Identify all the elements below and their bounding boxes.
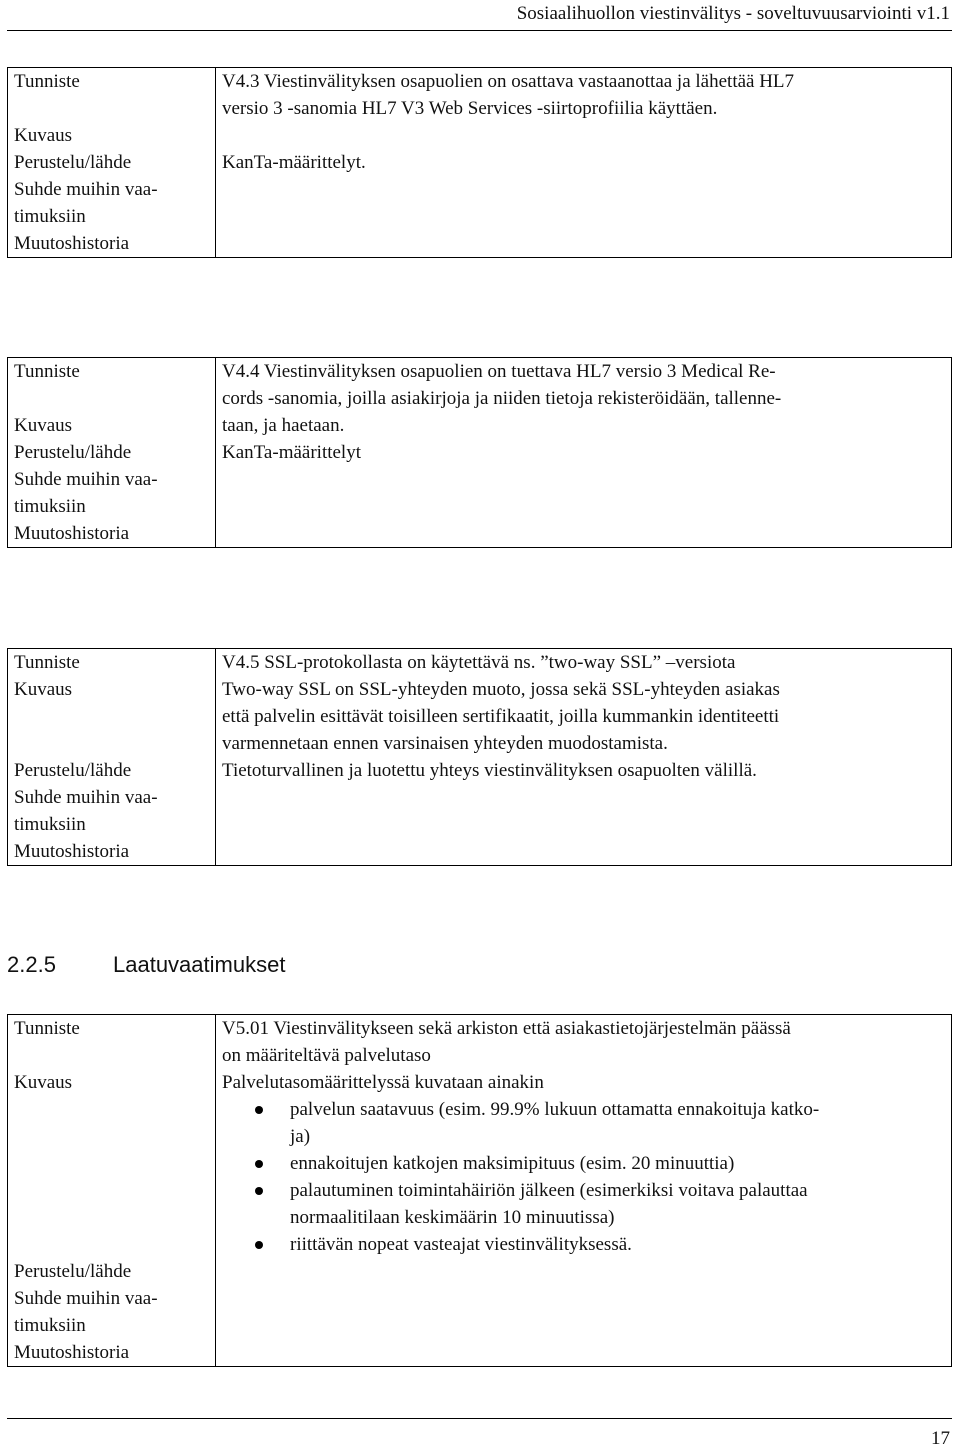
running-header-title: Sosiaalihuollon viestinvälitys - soveltuvuusarviointi v1.1: [516, 3, 950, 24]
requirement-text: V4.4 Viestinvälityksen osapuolien on tuettava HL7 versio 3 Medical Re-: [222, 361, 776, 382]
label-tunniste: Tunniste: [14, 652, 80, 673]
label-suhde: Suhde muihin vaa-: [14, 1288, 158, 1309]
requirement-text-cont: cords -sanomia, joilla asiakirjoja ja niiden tietoja rekisteröidään, tallenne-: [222, 388, 782, 409]
label-tunniste: Tunniste: [14, 71, 80, 92]
label-tunniste: Tunniste: [14, 1018, 80, 1039]
label-kuvaus: Kuvaus: [14, 1072, 73, 1093]
label-cell: [8, 68, 216, 258]
description-text-cont: että palvelin esittävät toisilleen sertifikaatit, joilla kummankin identiteetti: [222, 706, 780, 727]
requirement-table-v4-3: [7, 67, 952, 258]
bullet-text: ennakoitujen katkojen maksimipituus (esim. 20 minuuttia): [290, 1153, 735, 1174]
requirement-text: V5.01 Viestinvälitykseen sekä arkiston että asiakastietojärjestelmän päässä: [222, 1018, 791, 1039]
label-muutoshistoria: Muutoshistoria: [14, 841, 130, 862]
header-divider: [7, 30, 952, 31]
bullet-text-cont: ja): [290, 1126, 311, 1147]
bullet-text: palautuminen toimintahäiriön jälkeen (esimerkiksi voitava palauttaa: [290, 1180, 808, 1201]
requirement-text-cont: taan, ja haetaan.: [222, 415, 345, 436]
label-kuvaus: Kuvaus: [14, 125, 73, 146]
bullet-text: riittävän nopeat vasteajat viestinvälityksessä.: [290, 1234, 632, 1255]
value-cell: [216, 649, 952, 866]
footer-divider: [7, 1418, 952, 1419]
requirement-table-v5-01: [7, 1014, 952, 1367]
label-kuvaus: Kuvaus: [14, 679, 73, 700]
label-suhde-cont: timuksiin: [14, 814, 86, 835]
label-suhde: Suhde muihin vaa-: [14, 179, 158, 200]
table-row: [8, 1015, 952, 1367]
label-cell: [8, 1015, 216, 1367]
section-title: Laatuvaatimukset: [113, 952, 286, 977]
value-cell: [216, 358, 952, 548]
list-item: [290, 1096, 942, 1150]
label-suhde-cont: timuksiin: [14, 1315, 86, 1336]
description-text-cont: varmennetaan ennen varsinaisen yhteyden muodostamista.: [222, 733, 668, 754]
table-row: [8, 358, 952, 548]
label-suhde-cont: timuksiin: [14, 496, 86, 517]
bullet-text-cont: normaalitilaan keskimäärin 10 minuutissa): [290, 1207, 615, 1228]
requirement-table-v4-4: [7, 357, 952, 548]
value-cell: [216, 1015, 952, 1367]
table-row: [8, 68, 952, 258]
page-number: 17: [931, 1428, 950, 1449]
description-intro: Palvelutasomäärittelyssä kuvataan ainakin: [222, 1072, 544, 1093]
label-muutoshistoria: Muutoshistoria: [14, 523, 130, 544]
bullet-text: palvelun saatavuus (esim. 99.9% lukuun ottamatta ennakoituja katko-: [290, 1099, 820, 1120]
label-suhde: Suhde muihin vaa-: [14, 787, 158, 808]
label-perustelu: Perustelu/lähde: [14, 442, 132, 463]
label-cell: [8, 358, 216, 548]
requirement-text: V4.3 Viestinvälityksen osapuolien on osattava vastaanottaa ja lähettää HL7: [222, 71, 795, 92]
requirement-text-cont: versio 3 -sanomia HL7 V3 Web Services -siirtoprofiilia käyttäen.: [222, 98, 718, 119]
table-row: [8, 649, 952, 866]
label-cell: [8, 649, 216, 866]
list-item: [290, 1150, 942, 1177]
list-item: [290, 1231, 942, 1258]
label-perustelu: Perustelu/lähde: [14, 1261, 132, 1282]
basis-text: KanTa-määrittelyt.: [222, 152, 366, 173]
requirement-table-v4-5: [7, 648, 952, 866]
description-text: Two-way SSL on SSL-yhteyden muoto, jossa sekä SSL-yhteyden asiakas: [222, 679, 780, 700]
basis-text: KanTa-määrittelyt: [222, 442, 361, 463]
requirement-text-cont: on määriteltävä palvelutaso: [222, 1045, 431, 1066]
label-tunniste: Tunniste: [14, 361, 80, 382]
description-bullet-list: [222, 1096, 942, 1258]
label-perustelu: Perustelu/lähde: [14, 152, 132, 173]
label-kuvaus: Kuvaus: [14, 415, 73, 436]
value-cell: [216, 68, 952, 258]
label-suhde-cont: timuksiin: [14, 206, 86, 227]
label-suhde: Suhde muihin vaa-: [14, 469, 158, 490]
list-item: [290, 1177, 942, 1231]
section-heading: [7, 950, 285, 980]
basis-text: Tietoturvallinen ja luotettu yhteys viestinvälityksen osapuolten välillä.: [222, 760, 757, 781]
label-perustelu: Perustelu/lähde: [14, 760, 132, 781]
label-muutoshistoria: Muutoshistoria: [14, 233, 130, 254]
requirement-text: V4.5 SSL-protokollasta on käytettävä ns. ”two-way SSL” –versiota: [222, 652, 736, 673]
label-muutoshistoria: Muutoshistoria: [14, 1342, 130, 1363]
section-number: 2.2.5: [7, 952, 56, 977]
